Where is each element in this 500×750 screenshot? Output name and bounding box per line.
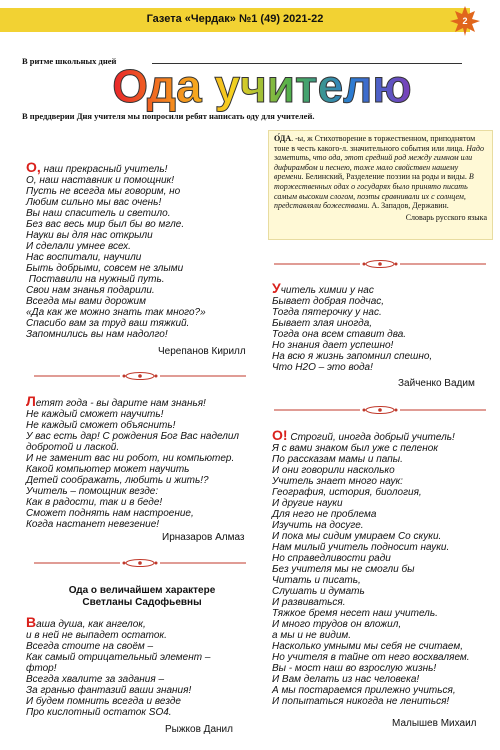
intro-text: В преддверии Дня учителя мы попросили ребят написать оду для учителей.	[22, 111, 315, 121]
maple-leaf-icon	[448, 4, 482, 38]
definition-source: Словарь русского языка	[405, 212, 487, 222]
poem-initial: В	[26, 614, 37, 630]
poem-2: Летят года - вы дарите нам знанья! Не каждый сможет научить! Не каждый сможет объяснить! У вас есть дар! С рождения Бог Вас наделил добротой и лаской. И не заменит вас ни робот, ни компьютер. Какой компьютер может научить Детей соображать, любить и жить!? Учитель – помощник везде: Как в радости, так и в беде! Сможет поднять нам настроение, Когда настанет невезение!	[26, 393, 240, 530]
poem-4: Учитель химии у нас Бывает добрая подчас, Тогда пятерочку у нас. Бывает злая иногда, Тогда она всем ставит два. Но знания дает успешно! На всю я жизнь запомнил спешно, Что Н2О – это вода!	[272, 280, 433, 373]
poem-initial: У	[272, 280, 281, 296]
poem-initial: Л	[26, 393, 36, 409]
ornament-divider	[30, 371, 250, 381]
ornament-divider	[30, 558, 250, 568]
poem-3: Ваша душа, как ангелок, и в ней не выпадет остаток. Всегда стоите на своём – Как самый отрицательный элемент – фтор! Всегда хвалите за задания – За гранью фантазий ваши знания! И будем помнить всегда и везде Про кислотный остаток SO4.	[26, 614, 211, 718]
poem-initial: О!	[272, 427, 288, 443]
ode-title-art	[112, 60, 412, 112]
poem-author: Малышев Михаил	[392, 718, 477, 729]
definition-quote: Надо заметить, что ода, этот средний род между гимном или дифирамбом и песнею, тоже мало свойствен нашему времени.	[274, 143, 484, 182]
definition-quote-2-author: А. Западов, Державин.	[371, 201, 449, 211]
definition-text: . -ы, ж Стихотворение в торжественном, приподнятом тоне в честь какого-л. значительного события или лица.	[274, 134, 476, 153]
newspaper-title: Газета «Чердак» №1 (49) 2021-22	[146, 13, 324, 25]
definition-headword: О́ДА	[274, 134, 292, 143]
ornament-divider	[270, 259, 490, 269]
newspaper-header	[0, 8, 470, 32]
poem-author: Черепанов Кирилл	[158, 346, 246, 357]
poem-author: Рыжков Данил	[165, 724, 233, 735]
definition-quote-author: Белинский, Разделение поэзии на роды и виды.	[305, 172, 467, 182]
poem-author: Зайченко Вадим	[398, 378, 475, 389]
poem-heading: Ода о величайшем характере Светланы Садофьевны	[68, 585, 216, 608]
definition-quote-2: В торжественных одах о государях было принято писать самым высоким слогом, поэты сравнивали их с солнцем, представляли божествами.	[274, 172, 474, 211]
poem-1: О, наш прекрасный учитель! О, наш наставник и помощник! Пусть не всегда мы говорим, но Любим сильно мы вас очень! Вы наш спаситель и светило. Без вас весь мир был бы во мгле. Науки вы для нас открыли И сделали умнее всех. Нас воспитали, научили Быть добрыми, совсем не злыми Поставили на нужный путь. Свои нам знанья подарили. Всегда мы вами дорожим «Да как же можно знать так много?» Спасибо вам за труд ваш тяжкий. Запомнились вы нам надолго!	[26, 159, 206, 340]
poem-initial: О,	[26, 159, 41, 175]
page-title: Ода учителю	[112, 60, 412, 112]
page-number: 2	[462, 16, 468, 26]
ornament-divider	[270, 405, 490, 415]
rubric-label: В ритме школьных дней	[22, 56, 117, 66]
definition-box	[268, 130, 493, 240]
poem-5: О! Строгий, иногда добрый учитель! Я с вами знаком был уже с пеленок По рассказам мамы и папы. И они говорили насколько Учитель знает много наук: География, история, биология, И другие науки Для него не проблема Изучить на досуге. И пока мы сидим умираем Со скуки. Нам милый учитель подносит науки. Но справедливости ради Без учителя мы не смогли бы Читать и писать, Слушать и думать И развиваться. Тяжкое бремя несет наш учитель. И много трудов он вложил, а мы и не видим. Насколько умными мы себя не считаем, Но учителя в тайне от него восхваляем. Вы - мост наш во взрослую жизнь! И Вам делать из нас человека! А мы постараемся прилежно учиться, И попытаться никогда не лениться!	[272, 427, 470, 707]
poem-author: Ирназаров Алмаз	[162, 532, 245, 543]
